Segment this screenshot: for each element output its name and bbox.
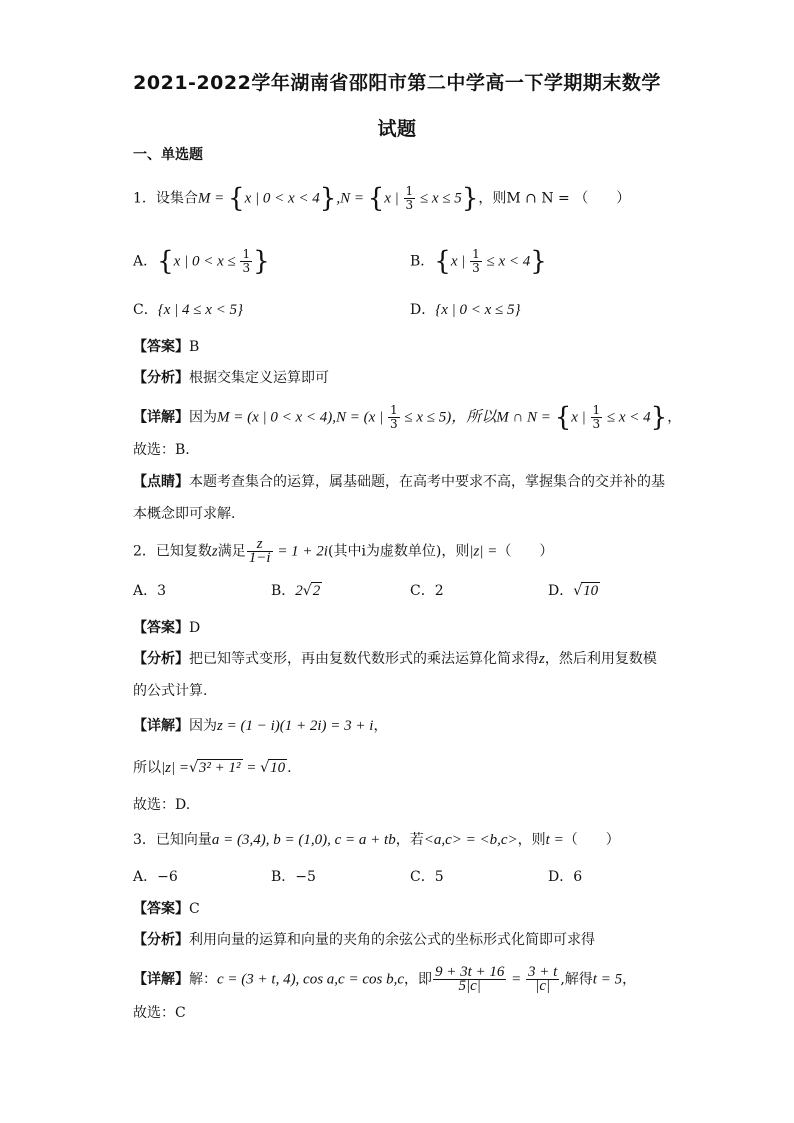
q3-t: t =: [545, 832, 564, 848]
frac-num: z: [247, 538, 273, 552]
page-title-line-2: 试题: [377, 118, 417, 140]
detail-text: ,解得: [560, 971, 593, 988]
so-text: 所以: [133, 760, 161, 776]
analysis-tag: 【分析】: [133, 932, 189, 948]
q2-option-b: [271, 581, 322, 601]
q3-detail: [133, 966, 636, 993]
option-label: D．: [410, 302, 436, 318]
detail-expr: M = (x | 0 < x < 4),N = (x |: [217, 409, 387, 426]
answer-tag: 【答案】: [133, 620, 189, 636]
brace-right: }: [319, 183, 337, 214]
fraction-one-third: $\frac{1}{3}$: [472, 247, 480, 275]
q2-modulus: |z| =: [469, 543, 498, 560]
q2-so: [133, 758, 292, 778]
fraction-cos: [526, 966, 559, 993]
q1-set-n-left: x |: [384, 190, 403, 207]
frac-num: 3 + t: [528, 964, 558, 980]
q3-vectors: a = (3,4), b = (1,0), c = a + tb: [211, 832, 396, 848]
detail-expr: c = (3 + t, 4), cos a,c = cos b,c: [217, 971, 404, 988]
brace-right: }: [253, 246, 270, 277]
q1-set-m: x | 0 < x < 4: [244, 190, 320, 207]
q2-z: z: [211, 543, 218, 560]
detail-expr: ≤ x ≤ 5): [400, 409, 452, 426]
radicand: 2: [312, 583, 321, 599]
q3-paren: （ ）: [563, 832, 620, 848]
detail-text: 解：: [189, 971, 217, 988]
option-label: C．: [133, 302, 158, 318]
frac-num: 9 + 3t + 16: [435, 964, 505, 980]
analysis-z: z: [539, 651, 545, 667]
q1-option-b: [410, 248, 547, 275]
q1-option-a: [133, 248, 270, 275]
so-text: .: [287, 760, 292, 776]
q2-detail: [133, 716, 387, 736]
q3-option-d: D．6: [548, 869, 583, 885]
q1-tail: ，则M ∩ N = （ ）: [478, 190, 631, 207]
fraction-one-third: $\frac{1}{3}$: [405, 184, 414, 212]
fraction-one-third: $\frac{1}{3}$: [389, 403, 398, 431]
brace-left: {: [157, 246, 174, 277]
q2-paren: （ ）: [497, 543, 554, 560]
detail-text: ，即: [404, 971, 432, 988]
q3-stem: [133, 830, 620, 850]
sqrt-sign: √: [573, 583, 583, 599]
q2-eq: = 1 + 2i: [273, 543, 328, 560]
brace-left: {: [434, 246, 451, 277]
option-label: A．: [133, 253, 158, 270]
frac-den: 5|c|: [458, 978, 481, 994]
sqrt-sign: √: [260, 760, 270, 776]
detail-expr: ，所以M ∩ N =: [451, 409, 555, 426]
q1-comment-cont: 本概念即可求解.: [133, 506, 236, 522]
detail-tag: 【详解】: [133, 971, 189, 988]
detail-expr: x |: [571, 409, 590, 426]
radicand: 3² + 1²: [198, 760, 241, 776]
detail-expr: t = 5: [592, 971, 623, 988]
q1-answer: [133, 337, 199, 357]
q3-analysis: [133, 930, 595, 950]
answer-value: C: [189, 901, 200, 917]
fraction-one-third: $\frac{1}{3}$: [592, 403, 601, 431]
analysis-tag: 【分析】: [133, 651, 189, 667]
q3-angle: <a,c> = <b,c>: [423, 832, 518, 848]
q1-n: ,N =: [336, 190, 368, 207]
q1-option-c: [133, 300, 243, 320]
q1-comment: [133, 472, 665, 492]
brace-right: }: [461, 183, 479, 214]
radicand: 10: [583, 583, 599, 599]
fraction-cos: [433, 966, 506, 993]
analysis-tag: 【分析】: [133, 370, 189, 386]
section-heading: 一、单选题: [133, 147, 203, 163]
sqrt-sign: √: [302, 583, 312, 599]
q2-option-d: [548, 581, 600, 601]
q1-analysis: [133, 368, 329, 388]
q1-conclusion: 故选：B.: [133, 442, 190, 458]
option-b-expr: ≤ x < 4: [482, 253, 531, 270]
page-title-line-1: 2021-2022学年湖南省邵阳市第二中学高一下学期期末数学: [133, 72, 661, 94]
q1-stem-text: 1．设集合: [133, 190, 198, 207]
frac-den: |c|: [535, 978, 551, 994]
q1-option-d: [410, 300, 521, 320]
analysis-text: 把已知等式变形，再由复数代数形式的乘法运算化简求得: [189, 651, 539, 667]
q3-stem-text: 3．已知向量: [133, 832, 212, 848]
radicand: 10: [270, 760, 286, 776]
fraction-z-over: [247, 538, 273, 565]
brace-left: {: [554, 402, 572, 433]
answer-tag: 【答案】: [133, 901, 189, 917]
option-label: B．: [271, 583, 296, 599]
detail-text: ，: [667, 409, 682, 426]
detail-tag: 【详解】: [133, 409, 189, 426]
q2-stem-text: 满足: [217, 543, 246, 560]
detail-text: 因为: [189, 409, 217, 426]
detail-expr: z = (1 − i)(1 + 2i) = 3 + i: [217, 718, 374, 734]
so-expr: |z| =: [161, 760, 189, 776]
analysis-text: 根据交集定义运算即可: [189, 370, 329, 386]
detail-text: ，: [373, 718, 388, 734]
detail-text: 因为: [189, 718, 217, 734]
detail-expr: =: [507, 971, 526, 988]
comment-text: 本题考查集合的运算，属基础题，在高考中要求不高，掌握集合的交并补的基: [189, 474, 665, 490]
q2-option-c: C．2: [410, 583, 444, 599]
option-b-x: x |: [450, 253, 470, 270]
analysis-text: ，然后利用复数模: [544, 651, 657, 667]
q2-stem-text: (其中i为虚数单位)，则: [327, 543, 470, 560]
q1-set-n-right: ≤ x ≤ 5: [416, 190, 462, 207]
q3-option-a: A．−6: [133, 869, 178, 885]
option-label: D．: [548, 583, 574, 599]
answer-value: B: [189, 339, 200, 355]
brace-left: {: [228, 183, 245, 214]
option-label: B．: [410, 253, 435, 270]
q3-option-c: C．5: [410, 869, 444, 885]
q2-option-a: A．3: [133, 583, 167, 599]
option-a-expr: x | 0 < x ≤: [173, 253, 240, 270]
q3-option-b: B．−5: [271, 869, 316, 885]
option-d-expr: {x | 0 < x ≤ 5}: [435, 302, 521, 318]
option-c-expr: {x | 4 ≤ x < 5}: [157, 302, 244, 318]
q3-answer: [133, 899, 200, 919]
answer-tag: 【答案】: [133, 339, 189, 355]
detail-expr: ≤ x < 4: [603, 409, 651, 426]
detail-tag: 【详解】: [133, 718, 189, 734]
comment-tag: 【点睛】: [133, 474, 189, 490]
q3-stem-text: ，则: [517, 832, 546, 848]
q1-m: M =: [197, 190, 229, 207]
brace-left: {: [367, 183, 385, 214]
q2-stem: [133, 538, 553, 565]
q1-stem: [133, 185, 630, 212]
q3-conclusion: 故选：C: [133, 1005, 186, 1021]
analysis-text: 利用向量的运算和向量的夹角的余弦公式的坐标形式化简即可求得: [189, 932, 595, 948]
fraction-one-third: $\frac{1}{3}$: [242, 247, 251, 275]
q2-analysis-cont: 的公式计算.: [133, 683, 208, 699]
detail-text: ，: [622, 971, 637, 988]
q1-detail: [133, 404, 681, 431]
q3-stem-text: ，若: [395, 832, 424, 848]
q2-conclusion: 故选：D.: [133, 797, 191, 813]
sqrt-sign: √: [188, 760, 198, 776]
q2-answer: [133, 618, 200, 638]
q2-analysis: [133, 649, 657, 669]
so-expr: =: [242, 760, 261, 776]
option-coef: 2: [295, 583, 303, 599]
brace-right: }: [650, 402, 668, 433]
frac-den: 1−i: [248, 550, 271, 566]
answer-value: D: [189, 620, 201, 636]
brace-right: }: [530, 246, 547, 277]
q2-stem-text: 2．已知复数: [133, 543, 212, 560]
